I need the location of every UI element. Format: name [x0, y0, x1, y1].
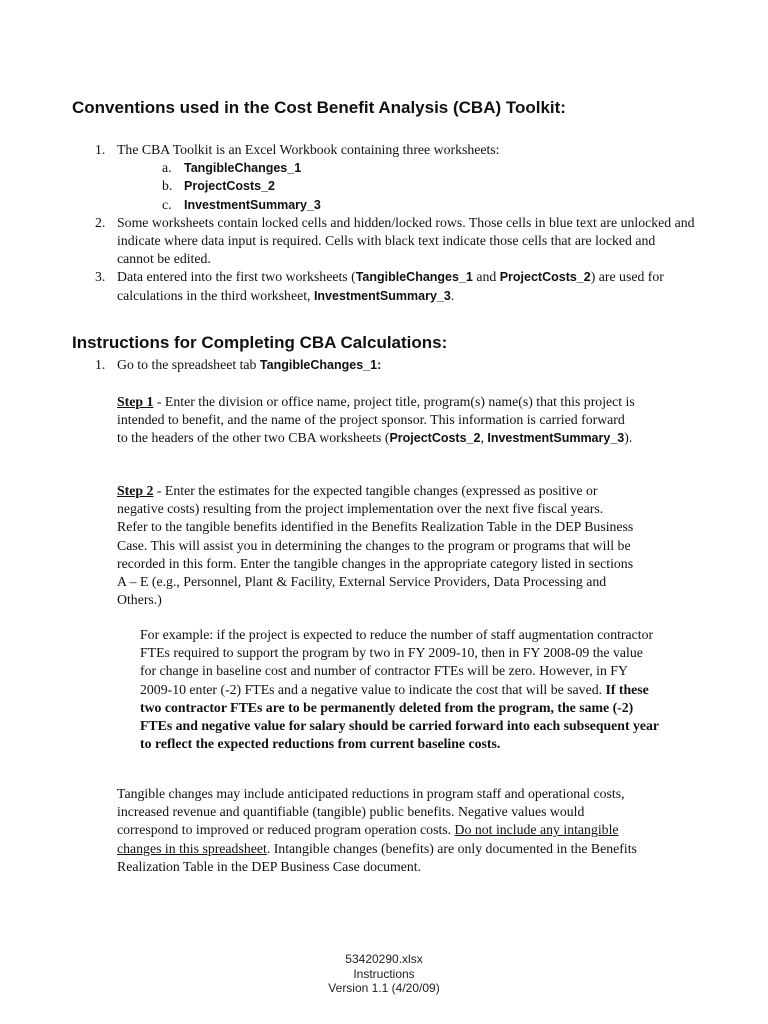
list-item: 1. The CBA Toolkit is an Excel Workbook containing three worksheets: a. TangibleChanges_1 b. ProjectCosts_2 c. InvestmentSummary_3 [95, 141, 695, 214]
worksheet-list [117, 159, 695, 214]
page-footer [0, 952, 768, 996]
example-paragraph: For example: if the project is expected to reduce the number of staff augmentation contractor FTEs required to support the program by two in FY 2009-10, then in FY 2008-09 the value for change in baseline cost and number of contractor FTEs will be zero. However, in FY 2009-10 enter (-2) FTEs and a negative value to indicate the cost that will be saved. If these two contractor FTEs are to be permanently deleted from the program, the same (-2) FTEs and negative value for salary should be carried forward into each subsequent year to reflect the expected reductions from current baseline costs. [140, 627, 659, 752]
instructions-heading: Instructions for Completing CBA Calculations: [72, 333, 448, 352]
worksheet-name: TangibleChanges_1: [259, 358, 382, 372]
conventions-heading: Conventions used in the Cost Benefit Analysis (CBA) Toolkit: [72, 98, 566, 117]
tangible-changes-paragraph: Tangible changes may include anticipated reductions in program staff and operational costs, increased revenue and quantifiable (tangible) public benefits. Negative values would correspond to improved or reduced program operation costs. Do not include any intangible changes in this spreadsheet. Intangible changes (benefits) are only documented in the Benefits Realization Table in the DEP Business Case document. [117, 786, 637, 874]
step-2-label: Step 2 [117, 483, 154, 498]
list-item: 2. Some worksheets contain locked cells and hidden/locked rows. Those cells in blue text are unlocked and indicate where data input is required. Cells with black text indicate those cells that are locked and cannot be edited. [95, 214, 695, 267]
step-1-paragraph: Step 1 - Enter the division or office name, project title, program(s) name(s) that this project is intended to benefit, and the name of the project sponsor. This information is carried forward to the headers of the other two CBA worksheets (ProjectCosts_2, InvestmentSummary_3). [117, 394, 635, 446]
worksheet-name: InvestmentSummary_3 [184, 197, 321, 212]
list-item: c. InvestmentSummary_3 [162, 196, 321, 212]
conventions-list [95, 141, 695, 305]
list-item: 3. Data entered into the first two worksheets (TangibleChanges_1 and ProjectCosts_2) are used for calculations in the third worksheet, InvestmentSummary_3. [95, 269, 664, 303]
example-emphasis: If these two contractor FTEs are to be permanently deleted from the program, the same (-2) FTEs and negative value for salary should be carried forward into each subsequent year to reflect the expected reductions from current baseline costs. [140, 681, 659, 752]
step-1-label: Step 1 [117, 394, 154, 409]
footer-filename: 53420290.xlsx [345, 952, 423, 966]
footer-sheet-name: Instructions [353, 966, 415, 981]
intangible-warning: Do not include any intangible changes in this spreadsheet [117, 822, 619, 856]
list-item: 1. Go to the spreadsheet tab TangibleChanges_1: [95, 357, 382, 372]
worksheet-name: TangibleChanges_1 [184, 161, 302, 176]
list-item: a. TangibleChanges_1 [162, 160, 302, 176]
step-2-paragraph: Step 2 - Enter the estimates for the expected tangible changes (expressed as positive or negative costs) resulting from the project implementation over the next five fiscal years. Refer to the tangible benefits identified in the Benefits Realization Table in the DEP Business Case. This will assist you in determining the changes to the program or programs that will be recorded in this form. Enter the tangible changes in the appropriate category listed in sections A – E (e.g., Personnel, Plant & Facility, External Service Providers, Data Processing and Others.) [117, 483, 634, 608]
footer-version: Version 1.1 (4/20/09) [328, 981, 440, 995]
item-text: The CBA Toolkit is an Excel Workbook containing three worksheets: [117, 142, 500, 157]
worksheet-name: ProjectCosts_2 [184, 179, 276, 194]
item-text: Some worksheets contain locked cells and hidden/locked rows. Those cells in blue text are unlocked and indicate where data input is required. Cells with black text indicate those cells that are locked and cannot be edited. [117, 214, 695, 267]
list-item: b. ProjectCosts_2 [162, 178, 276, 194]
instructions-list [95, 356, 695, 374]
